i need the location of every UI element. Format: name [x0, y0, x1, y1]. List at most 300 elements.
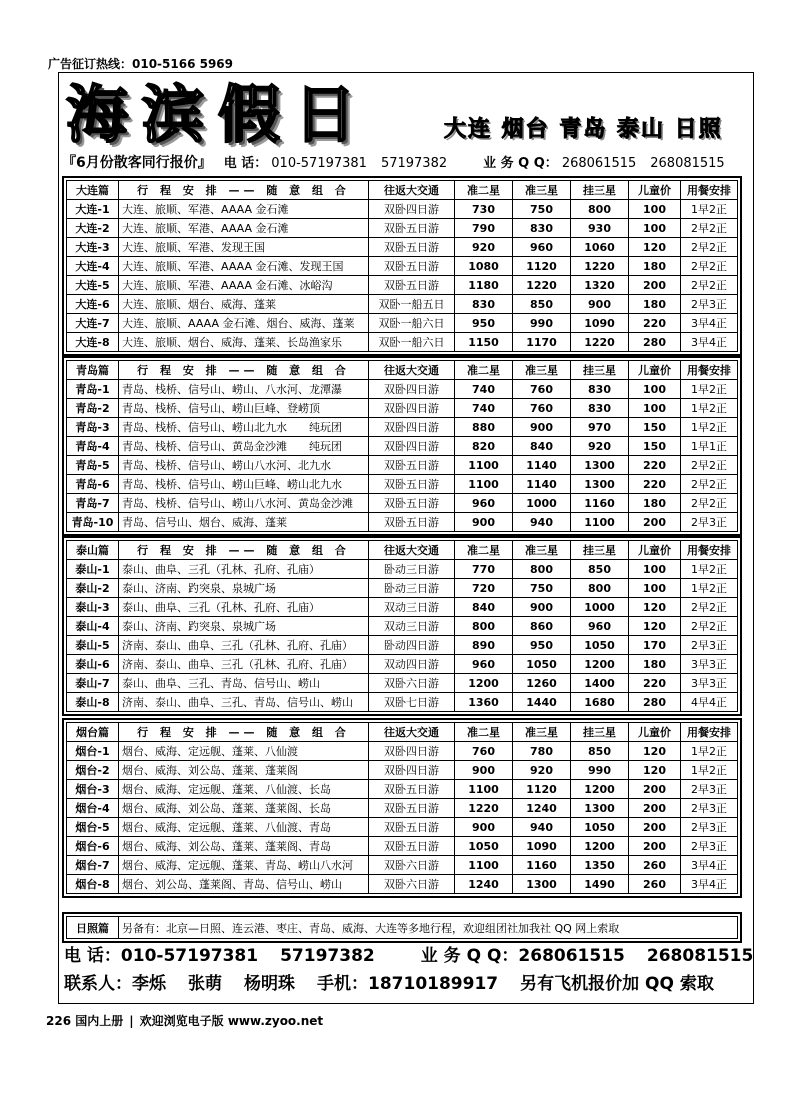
table-row	[67, 219, 738, 238]
price-3star: 1140	[513, 456, 571, 475]
child-price: 220	[629, 674, 681, 693]
price-3star-listed: 1050	[571, 636, 629, 655]
ad-hotline: 广告征订热线：010-5166 5969	[48, 57, 234, 71]
table-row	[67, 742, 738, 761]
tour-code: 烟台-1	[67, 742, 119, 761]
header-info	[62, 152, 752, 172]
child-price: 180	[629, 295, 681, 314]
transport: 双卧五日游	[369, 818, 455, 837]
price-3star-listed: 1200	[571, 655, 629, 674]
price-3star-listed: 930	[571, 219, 629, 238]
table-row	[67, 856, 738, 875]
column-header-meal: 用餐安排	[681, 361, 738, 380]
qq-2: 268081515	[650, 156, 725, 171]
child-price: 120	[629, 617, 681, 636]
tour-code: 大连-2	[67, 219, 119, 238]
price-2star: 900	[455, 513, 513, 532]
child-price: 180	[629, 494, 681, 513]
brand-logo: 海滨假日	[66, 78, 371, 151]
table-header-row	[67, 361, 738, 380]
route: 烟台、威海、定远舰、蓬莱、八仙渡	[119, 742, 369, 761]
tour-code: 烟台-8	[67, 875, 119, 894]
tour-code: 烟台-5	[67, 818, 119, 837]
tour-code: 泰山-4	[67, 617, 119, 636]
price-3star-listed: 1350	[571, 856, 629, 875]
transport: 双卧四日游	[369, 437, 455, 456]
meals: 2早2正	[681, 219, 738, 238]
column-header-meal: 用餐安排	[681, 181, 738, 200]
price-3star-listed: 1300	[571, 475, 629, 494]
table-row	[67, 579, 738, 598]
rizhao-note: 另备有：北京—日照、连云港、枣庄、青岛、威海、大连等多地行程，欢迎组团社加我社 QQ 网上索取	[119, 917, 738, 939]
column-header-child: 儿童价	[629, 361, 681, 380]
route: 青岛、栈桥、信号山、黄岛金沙滩 纯玩团	[119, 437, 369, 456]
table-row	[67, 399, 738, 418]
table-row	[67, 655, 738, 674]
price-2star: 1180	[455, 276, 513, 295]
transport: 双卧六日游	[369, 674, 455, 693]
transport: 双卧五日游	[369, 494, 455, 513]
child-price: 120	[629, 598, 681, 617]
price-2star: 1100	[455, 856, 513, 875]
meals: 3早4正	[681, 856, 738, 875]
tour-code: 大连-6	[67, 295, 119, 314]
meals: 1早2正	[681, 380, 738, 399]
price-3star: 950	[513, 636, 571, 655]
price-3star: 1240	[513, 799, 571, 818]
column-header-p2: 准二星	[455, 541, 513, 560]
tour-code: 烟台-3	[67, 780, 119, 799]
meals: 1早1正	[681, 437, 738, 456]
site-link[interactable]: 欢迎浏览电子版 www.zyoo.net	[139, 1014, 324, 1028]
price-2star: 820	[455, 437, 513, 456]
route: 大连、旅顺、军港、AAAA 金石滩	[119, 200, 369, 219]
price-2star: 900	[455, 818, 513, 837]
price-3star-listed: 830	[571, 380, 629, 399]
price-3star: 1220	[513, 276, 571, 295]
column-header-transport: 往返大交通	[369, 541, 455, 560]
tour-code: 青岛-1	[67, 380, 119, 399]
column-header-route: 行 程 安 排 —— 随 意 组 合	[119, 361, 369, 380]
meals: 2早2正	[681, 475, 738, 494]
meals: 2早2正	[681, 276, 738, 295]
route: 大连、旅顺、军港、AAAA 金石滩、冰峪沟	[119, 276, 369, 295]
tour-code: 泰山-6	[67, 655, 119, 674]
phone-label: 电 话：	[223, 156, 268, 171]
price-3star: 760	[513, 399, 571, 418]
qq-label: 业 务 Q Q：	[483, 156, 558, 171]
price-3star-listed: 830	[571, 399, 629, 418]
qq-1: 268061515	[561, 156, 637, 171]
price-3star-listed: 800	[571, 579, 629, 598]
child-price: 220	[629, 475, 681, 494]
column-header-route: 行 程 安 排 —— 随 意 组 合	[119, 541, 369, 560]
tour-code: 泰山-2	[67, 579, 119, 598]
meals: 1早2正	[681, 399, 738, 418]
price-3star: 900	[513, 418, 571, 437]
child-price: 200	[629, 276, 681, 295]
tour-code: 大连-1	[67, 200, 119, 219]
tour-code: 大连-7	[67, 314, 119, 333]
child-price: 280	[629, 693, 681, 712]
meals: 1早2正	[681, 579, 738, 598]
table-row	[67, 818, 738, 837]
transport: 双卧五日游	[369, 219, 455, 238]
transport: 双卧五日游	[369, 475, 455, 494]
price-2star: 920	[455, 238, 513, 257]
meals: 2早3正	[681, 780, 738, 799]
price-3star: 1050	[513, 655, 571, 674]
meals: 2早2正	[681, 617, 738, 636]
table-row	[67, 799, 738, 818]
price-3star: 1120	[513, 780, 571, 799]
price-2star: 720	[455, 579, 513, 598]
transport: 双卧六日游	[369, 875, 455, 894]
column-header-pg: 挂三星	[571, 181, 629, 200]
meals: 2早3正	[681, 295, 738, 314]
price-2star: 960	[455, 655, 513, 674]
price-3star-listed: 1300	[571, 456, 629, 475]
table-row	[67, 598, 738, 617]
route: 泰山、济南、趵突泉、泉城广场	[119, 579, 369, 598]
price-3star-listed: 900	[571, 295, 629, 314]
child-price: 150	[629, 437, 681, 456]
contact-qq-1: 268061515	[518, 946, 625, 966]
column-header-child: 儿童价	[629, 181, 681, 200]
table-row	[67, 837, 738, 856]
contact-phone-1: 010-57197381	[120, 946, 259, 966]
route: 青岛、信号山、烟台、威海、蓬莱	[119, 513, 369, 532]
route: 济南、泰山、曲阜、三孔、青岛、信号山、崂山	[119, 693, 369, 712]
child-price: 180	[629, 257, 681, 276]
price-3star-listed: 850	[571, 742, 629, 761]
page-footer: 226 国内上册 | 欢迎浏览电子版 www.zyoo.net	[46, 1014, 324, 1028]
table-row	[67, 333, 738, 352]
rizhao-section	[62, 912, 742, 943]
child-price: 200	[629, 513, 681, 532]
price-3star: 1160	[513, 856, 571, 875]
price-3star-listed: 1220	[571, 257, 629, 276]
price-3star: 780	[513, 742, 571, 761]
contact-person-label: 联系人：	[64, 974, 132, 994]
meals: 3早3正	[681, 674, 738, 693]
table-row	[67, 276, 738, 295]
price-3star: 860	[513, 617, 571, 636]
tour-code: 大连-3	[67, 238, 119, 257]
table-row	[67, 761, 738, 780]
brand-cities: 大连 烟台 青岛 泰山 日照	[444, 116, 723, 142]
price-2star: 950	[455, 314, 513, 333]
section-2	[62, 536, 742, 716]
contact-phone-label: 电 话：	[64, 946, 121, 966]
price-3star-listed: 920	[571, 437, 629, 456]
route: 大连、旅顺、烟台、威海、蓬莱	[119, 295, 369, 314]
route: 大连、旅顺、烟台、威海、蓬莱、长岛渔家乐	[119, 333, 369, 352]
tour-code: 大连-4	[67, 257, 119, 276]
transport: 双卧一船六日	[369, 333, 455, 352]
table-row	[67, 295, 738, 314]
table-row	[67, 257, 738, 276]
route: 烟台、威海、刘公岛、蓬莱、蓬莱阁	[119, 761, 369, 780]
child-price: 170	[629, 636, 681, 655]
child-price: 260	[629, 875, 681, 894]
price-2star: 740	[455, 399, 513, 418]
price-3star-listed: 800	[571, 200, 629, 219]
route: 泰山、济南、趵突泉、泉城广场	[119, 617, 369, 636]
price-2star: 1220	[455, 799, 513, 818]
child-price: 100	[629, 219, 681, 238]
meals: 3早3正	[681, 655, 738, 674]
column-header-p3: 准三星	[513, 541, 571, 560]
meals: 2早3正	[681, 818, 738, 837]
price-2star: 830	[455, 295, 513, 314]
table-row	[67, 380, 738, 399]
price-3star-listed: 990	[571, 761, 629, 780]
child-price: 120	[629, 761, 681, 780]
column-header-p3: 准三星	[513, 361, 571, 380]
tour-code: 大连-5	[67, 276, 119, 295]
price-3star: 1300	[513, 875, 571, 894]
price-3star: 990	[513, 314, 571, 333]
column-header-child: 儿童价	[629, 541, 681, 560]
tour-code: 青岛-2	[67, 399, 119, 418]
transport: 双卧五日游	[369, 780, 455, 799]
section-1	[62, 356, 742, 536]
child-price: 100	[629, 200, 681, 219]
price-2star: 800	[455, 617, 513, 636]
table-row	[67, 437, 738, 456]
tour-code: 青岛-7	[67, 494, 119, 513]
meals: 2早3正	[681, 837, 738, 856]
tour-code: 青岛-4	[67, 437, 119, 456]
price-3star-listed: 960	[571, 617, 629, 636]
price-3star: 1140	[513, 475, 571, 494]
table-row	[67, 418, 738, 437]
price-2star: 730	[455, 200, 513, 219]
tour-code: 泰山-1	[67, 560, 119, 579]
route: 大连、旅顺、军港、AAAA 金石滩、发现王国	[119, 257, 369, 276]
child-price: 120	[629, 742, 681, 761]
price-3star-listed: 1200	[571, 837, 629, 856]
table-row	[67, 636, 738, 655]
price-3star: 800	[513, 560, 571, 579]
table-header-row	[67, 723, 738, 742]
route: 烟台、威海、定远舰、蓬莱、八仙渡、青岛	[119, 818, 369, 837]
route: 青岛、栈桥、信号山、崂山巨峰、崂山北九水	[119, 475, 369, 494]
transport: 双卧四日游	[369, 418, 455, 437]
child-price: 100	[629, 560, 681, 579]
section-title: 泰山篇	[67, 541, 119, 560]
column-header-child: 儿童价	[629, 723, 681, 742]
price-3star-listed: 1200	[571, 780, 629, 799]
contact-qq-2: 268081515	[646, 946, 754, 966]
contact-mobile: 18710189917	[368, 974, 499, 994]
contact-person-3: 杨明珠	[244, 974, 295, 994]
child-price: 120	[629, 238, 681, 257]
section-3	[62, 718, 742, 898]
price-2star: 760	[455, 742, 513, 761]
route: 青岛、栈桥、信号山、崂山八水河、黄岛金沙滩	[119, 494, 369, 513]
price-3star: 940	[513, 513, 571, 532]
contact-note: 另有飞机报价加 QQ 索取	[520, 974, 714, 994]
tour-code: 泰山-3	[67, 598, 119, 617]
price-3star: 1440	[513, 693, 571, 712]
price-3star-listed: 1160	[571, 494, 629, 513]
price-2star: 1240	[455, 875, 513, 894]
price-3star-listed: 1400	[571, 674, 629, 693]
child-price: 100	[629, 579, 681, 598]
price-2star: 1150	[455, 333, 513, 352]
price-2star: 1050	[455, 837, 513, 856]
transport: 双卧六日游	[369, 856, 455, 875]
column-header-transport: 往返大交通	[369, 181, 455, 200]
price-2star: 740	[455, 380, 513, 399]
column-header-p3: 准三星	[513, 181, 571, 200]
child-price: 200	[629, 818, 681, 837]
table-row	[67, 494, 738, 513]
transport: 双卧五日游	[369, 799, 455, 818]
transport: 双动三日游	[369, 598, 455, 617]
route: 青岛、栈桥、信号山、崂山八水河、北九水	[119, 456, 369, 475]
tour-code: 青岛-6	[67, 475, 119, 494]
column-header-pg: 挂三星	[571, 541, 629, 560]
child-price: 220	[629, 456, 681, 475]
price-2star: 1100	[455, 780, 513, 799]
column-header-p2: 准二星	[455, 181, 513, 200]
price-3star-listed: 970	[571, 418, 629, 437]
tour-code: 烟台-4	[67, 799, 119, 818]
meals: 2早2正	[681, 238, 738, 257]
meals: 1早2正	[681, 418, 738, 437]
transport: 双卧一船五日	[369, 295, 455, 314]
meals: 1早2正	[681, 761, 738, 780]
contact-qq-label: 业 务 Q Q：	[420, 946, 519, 966]
section-title: 大连篇	[67, 181, 119, 200]
tour-code: 烟台-7	[67, 856, 119, 875]
page-number: 226	[46, 1014, 72, 1028]
price-3star: 1260	[513, 674, 571, 693]
phone-2: 57197382	[380, 156, 448, 171]
transport: 卧动四日游	[369, 636, 455, 655]
tour-code: 大连-8	[67, 333, 119, 352]
meals: 2早2正	[681, 494, 738, 513]
tour-code: 泰山-5	[67, 636, 119, 655]
price-3star-listed: 1300	[571, 799, 629, 818]
price-2star: 890	[455, 636, 513, 655]
route: 烟台、威海、定远舰、蓬莱、八仙渡、长岛	[119, 780, 369, 799]
child-price: 220	[629, 314, 681, 333]
transport: 双动四日游	[369, 655, 455, 674]
route: 济南、泰山、曲阜、三孔（孔林、孔府、孔庙）	[119, 655, 369, 674]
table-header-row	[67, 541, 738, 560]
column-header-meal: 用餐安排	[681, 541, 738, 560]
meals: 2早2正	[681, 456, 738, 475]
price-2star: 1100	[455, 456, 513, 475]
price-3star-listed: 1680	[571, 693, 629, 712]
meals: 4早4正	[681, 693, 738, 712]
transport: 双动三日游	[369, 617, 455, 636]
transport: 双卧四日游	[369, 399, 455, 418]
child-price: 200	[629, 799, 681, 818]
contact-block	[64, 942, 754, 998]
price-2star: 1100	[455, 475, 513, 494]
route: 青岛、栈桥、信号山、崂山巨峰、登崂顶	[119, 399, 369, 418]
contact-phone-2: 57197382	[280, 946, 375, 966]
price-3star: 940	[513, 818, 571, 837]
transport: 双卧五日游	[369, 238, 455, 257]
meals: 3早4正	[681, 875, 738, 894]
section-title: 烟台篇	[67, 723, 119, 742]
route: 大连、旅顺、军港、发现王国	[119, 238, 369, 257]
tour-code: 泰山-8	[67, 693, 119, 712]
price-2star: 960	[455, 494, 513, 513]
transport: 双卧五日游	[369, 456, 455, 475]
route: 烟台、威海、刘公岛、蓬莱、蓬莱阁、长岛	[119, 799, 369, 818]
column-header-route: 行 程 安 排 —— 随 意 组 合	[119, 723, 369, 742]
price-2star: 1080	[455, 257, 513, 276]
price-3star: 750	[513, 200, 571, 219]
route: 大连、旅顺、AAAA 金石滩、烟台、威海、蓬莱	[119, 314, 369, 333]
child-price: 260	[629, 856, 681, 875]
price-2star: 770	[455, 560, 513, 579]
column-header-p3: 准三星	[513, 723, 571, 742]
column-header-meal: 用餐安排	[681, 723, 738, 742]
column-header-pg: 挂三星	[571, 361, 629, 380]
route: 青岛、栈桥、信号山、崂山、八水河、龙潭瀑	[119, 380, 369, 399]
transport: 双卧五日游	[369, 276, 455, 295]
route: 青岛、栈桥、信号山、崂山北九水 纯玩团	[119, 418, 369, 437]
column-header-route: 行 程 安 排 —— 随 意 组 合	[119, 181, 369, 200]
meals: 2早2正	[681, 598, 738, 617]
meals: 2早3正	[681, 513, 738, 532]
transport: 双卧七日游	[369, 693, 455, 712]
meals: 2早3正	[681, 799, 738, 818]
transport: 双卧五日游	[369, 837, 455, 856]
transport: 双卧四日游	[369, 761, 455, 780]
table-row	[67, 560, 738, 579]
price-3star: 840	[513, 437, 571, 456]
price-3star: 960	[513, 238, 571, 257]
price-3star: 1120	[513, 257, 571, 276]
price-2star: 900	[455, 761, 513, 780]
price-3star: 1170	[513, 333, 571, 352]
transport: 卧动三日游	[369, 560, 455, 579]
child-price: 200	[629, 837, 681, 856]
price-2star: 840	[455, 598, 513, 617]
route: 泰山、曲阜、三孔（孔林、孔府、孔庙）	[119, 560, 369, 579]
table-row	[67, 674, 738, 693]
route: 泰山、曲阜、三孔、青岛、信号山、崂山	[119, 674, 369, 693]
route: 大连、旅顺、军港、AAAA 金石滩	[119, 219, 369, 238]
transport: 双卧四日游	[369, 380, 455, 399]
price-3star-listed: 1220	[571, 333, 629, 352]
price-3star-listed: 1100	[571, 513, 629, 532]
table-row	[67, 693, 738, 712]
route: 烟台、威海、定远舰、蓬莱、青岛、崂山八水河	[119, 856, 369, 875]
meals: 1早2正	[681, 742, 738, 761]
price-3star-listed: 1060	[571, 238, 629, 257]
meals: 2早2正	[681, 257, 738, 276]
column-header-p2: 准二星	[455, 723, 513, 742]
meals: 3早4正	[681, 333, 738, 352]
table-row	[67, 314, 738, 333]
tour-code: 烟台-2	[67, 761, 119, 780]
table-row	[67, 200, 738, 219]
table-row	[67, 456, 738, 475]
price-3star: 850	[513, 295, 571, 314]
price-2star: 1360	[455, 693, 513, 712]
tour-code: 烟台-6	[67, 837, 119, 856]
